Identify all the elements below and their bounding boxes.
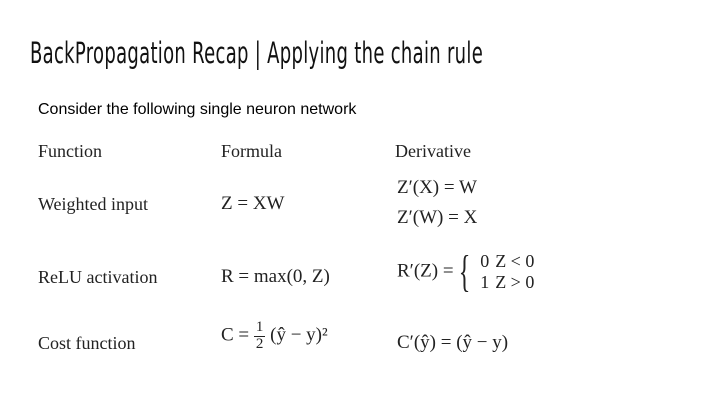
weighted-input-formula: Z = XW xyxy=(221,193,285,214)
fraction-numerator: 1 xyxy=(255,319,264,335)
header-formula: Formula xyxy=(221,141,282,161)
left-brace: { xyxy=(459,247,471,296)
case-1-condition: Z < 0 xyxy=(495,251,535,272)
slide-title: BackPropagation Recap | Applying the chain rule xyxy=(30,36,484,70)
weighted-input-derivative-w: Z′(W) = X xyxy=(397,207,478,228)
case-2-condition: Z > 0 xyxy=(495,272,535,292)
slide-subtitle: Consider the following single neuron network xyxy=(38,101,357,118)
cost-formula xyxy=(221,320,328,353)
weighted-input-derivative-x: Z′(X) = W xyxy=(397,177,477,198)
one-half-fraction xyxy=(254,320,266,353)
relu-formula: R = max(0, Z) xyxy=(221,266,330,287)
row-relu-label: ReLU activation xyxy=(38,267,158,287)
header-function: Function xyxy=(38,141,103,161)
cost-formula-suffix: (ŷ − y)² xyxy=(270,324,328,346)
cost-derivative: C′(ŷ) = (ŷ − y) xyxy=(397,332,509,353)
cost-formula-prefix: C = xyxy=(221,324,250,346)
row-cost-label: Cost function xyxy=(38,333,136,353)
case-2-value: 1 xyxy=(480,272,490,292)
header-derivative: Derivative xyxy=(395,141,471,161)
relu-cases xyxy=(480,251,540,292)
relu-derivative-prefix: R′(Z) = xyxy=(397,260,454,282)
row-weighted-input-label: Weighted input xyxy=(38,194,149,214)
case-1-value: 0 xyxy=(480,251,490,272)
relu-derivative xyxy=(397,247,540,296)
fraction-denominator: 2 xyxy=(255,335,264,352)
